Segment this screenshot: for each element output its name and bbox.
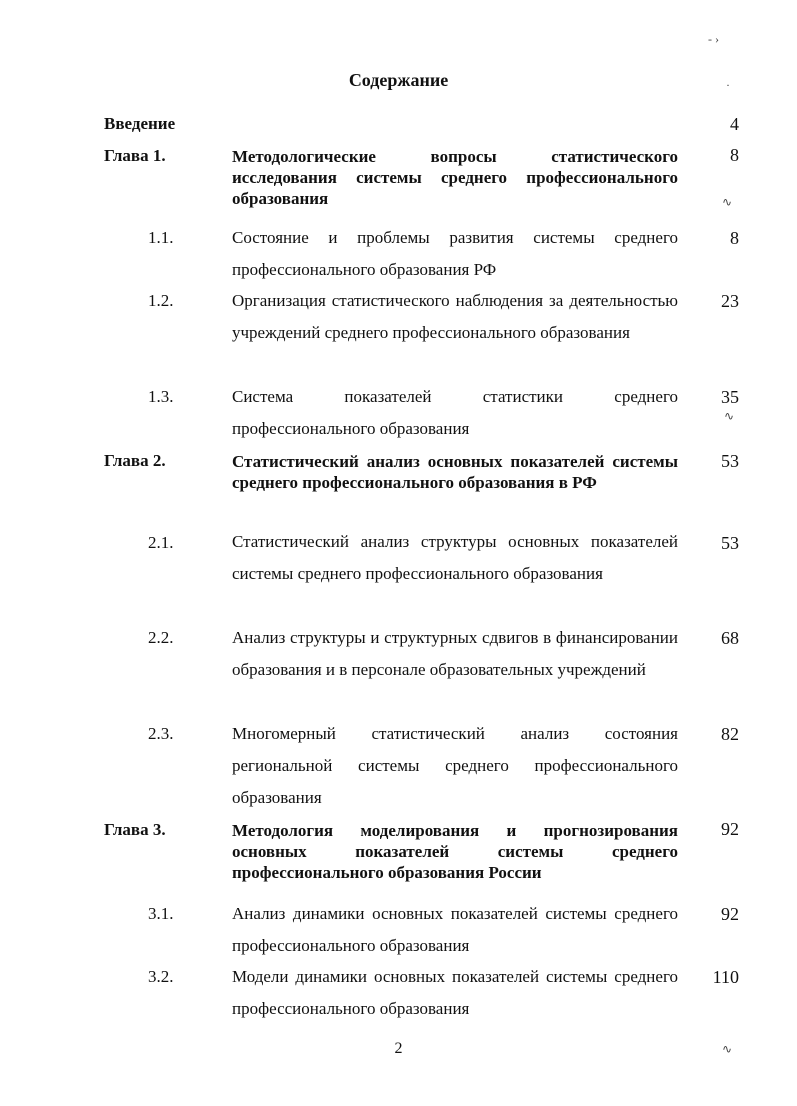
scan-artifact-mark: · <box>726 78 730 92</box>
section-3-2-page: 110 <box>712 967 739 987</box>
page-number-footer: 2 <box>394 1040 403 1057</box>
section-1-1-number: 1.1. <box>148 228 174 247</box>
section-1-1-page: 8 <box>730 228 739 248</box>
section-3-1-number: 3.1. <box>148 904 174 923</box>
toc-title: Содержание <box>348 70 449 90</box>
section-2-2-number: 2.2. <box>148 628 174 647</box>
section-2-2-page: 68 <box>721 628 739 648</box>
section-3-1-page: 92 <box>721 904 739 924</box>
scan-artifact-mark: ∿ <box>722 195 733 209</box>
chapter-3-label: Глава 3. <box>104 820 166 839</box>
section-2-3-number: 2.3. <box>148 724 174 743</box>
toc-intro-label: Введение <box>104 114 176 133</box>
section-1-3-title: Система показателей статистики среднего профессионального образования <box>232 387 678 438</box>
section-2-3-page: 82 <box>721 724 739 744</box>
chapter-2-page: 53 <box>721 451 739 471</box>
section-2-1-title: Статистический анализ структуры основных показателей системы среднего профессионального образования <box>232 532 678 583</box>
section-2-3-title: Многомерный статистический анализ состояния региональной системы среднего профессионального образования <box>232 724 678 807</box>
chapter-1-title: Методологические вопросы статистического исследования системы среднего профессионального образования <box>232 147 678 208</box>
chapter-1-label: Глава 1. <box>104 146 166 165</box>
chapter-3-title: Методология моделирования и прогнозирования основных показателей системы среднего профессионального образования России <box>232 821 678 882</box>
section-1-2-page: 23 <box>721 291 739 311</box>
section-1-2-number: 1.2. <box>148 291 174 310</box>
scan-artifact-mark: - › <box>708 32 719 46</box>
section-2-1-number: 2.1. <box>148 533 174 552</box>
chapter-2-title: Статистический анализ основных показателей системы среднего профессионального образования в РФ <box>232 452 678 492</box>
section-3-2-title: Модели динамики основных показателей системы среднего профессионального образования <box>232 967 678 1018</box>
section-1-3-number: 1.3. <box>148 387 174 406</box>
section-1-2-title: Организация статистического наблюдения за деятельностью учреждений среднего профессионального образования <box>232 291 678 342</box>
chapter-2-label: Глава 2. <box>104 451 166 470</box>
section-1-3-page: 35 <box>721 387 739 407</box>
chapter-3-page: 92 <box>721 819 739 839</box>
section-1-1-title: Состояние и проблемы развития системы среднего профессионального образования РФ <box>232 228 678 279</box>
scan-artifact-mark: ∿ <box>722 1042 733 1056</box>
scan-artifact-mark: ∿ <box>724 409 735 423</box>
section-2-2-title: Анализ структуры и структурных сдвигов в финансировании образования и в персонале образовательных учреждений <box>232 628 678 679</box>
section-3-1-title: Анализ динамики основных показателей системы среднего профессионального образования <box>232 904 678 955</box>
section-3-2-number: 3.2. <box>148 967 174 986</box>
section-2-1-page: 53 <box>721 533 739 553</box>
chapter-1-page: 8 <box>730 145 739 165</box>
toc-intro-page: 4 <box>730 114 739 134</box>
